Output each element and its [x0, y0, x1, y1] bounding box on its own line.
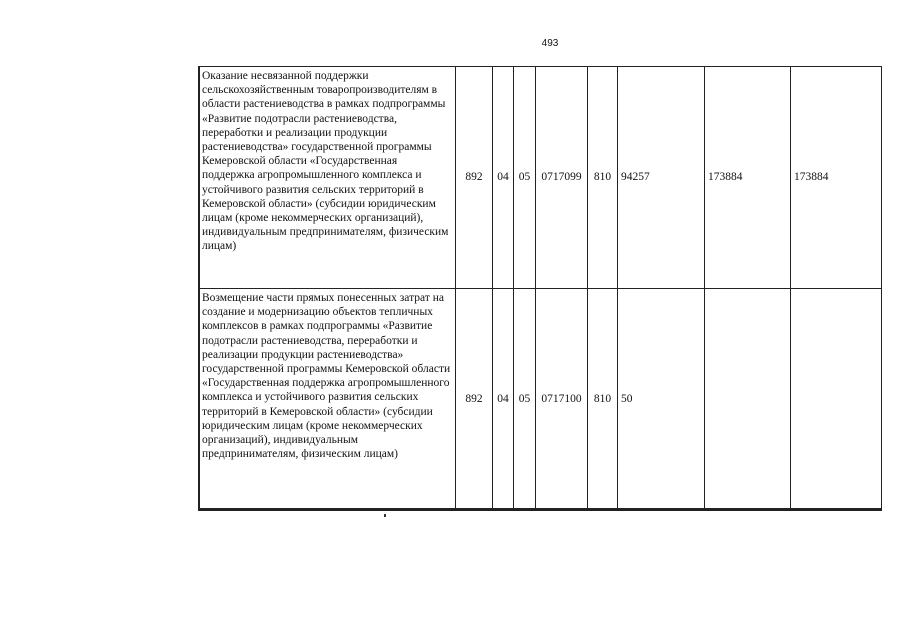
cell-expense-type: 810	[588, 289, 618, 511]
table-row	[199, 67, 882, 289]
cell-amount-3	[791, 289, 882, 511]
cell-amount-1: 94257	[618, 67, 705, 289]
cell-section: 04	[493, 289, 514, 511]
cell-target: 0717099	[536, 67, 588, 289]
cell-amount-1: 50	[618, 289, 705, 511]
cell-amount-2	[705, 289, 791, 511]
cell-code: 892	[456, 289, 493, 511]
cell-subsection: 05	[514, 67, 536, 289]
page-number: 493	[541, 38, 559, 49]
table-row	[199, 289, 882, 511]
cell-subsection: 05	[514, 289, 536, 511]
cell-amount-3: 173884	[791, 67, 882, 289]
cell-expense-type: 810	[588, 67, 618, 289]
row-description: Возмещение части прямых понесенных затрат на создание и модернизацию объектов тепличных комплексов в рамках подпрограммы «Развитие подотрасли растениеводства, переработки и реализации продукции растениеводства» государственной программы Кемеровской области «Государственная поддержка агропромышленного комплекса и устойчивого развития сельских территорий в Кемеровской области» (субсидии юридическим лицам (кроме некоммерческих организаций), индивидуальным предпринимателям, физическим лицам)	[199, 289, 456, 511]
cell-amount-2: 173884	[705, 67, 791, 289]
cell-section: 04	[493, 67, 514, 289]
cell-code: 892	[456, 67, 493, 289]
cell-target: 0717100	[536, 289, 588, 511]
scan-speck	[384, 514, 386, 517]
budget-table	[198, 66, 882, 511]
row-description: Оказание несвязанной поддержки сельскохозяйственным товаропроизводителям в области растениеводства в рамках подпрограммы «Развитие подотрасли растениеводства, переработки и реализации продукции растениеводства» государственной программы Кемеровской области «Государственная поддержка агропромышленного комплекса и устойчивого развития сельских территорий в Кемеровской области» (субсидии юридическим лицам (кроме некоммерческих организаций), индивидуальным предпринимателям, физическим лицам)	[199, 67, 456, 289]
